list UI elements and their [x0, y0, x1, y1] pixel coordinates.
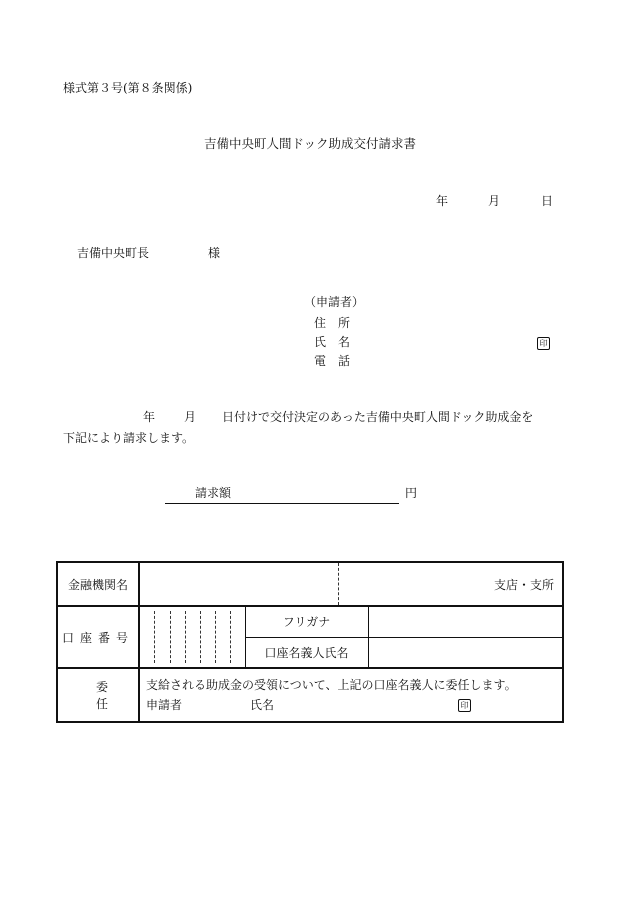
- bank-account-table: [56, 561, 564, 723]
- institution-divider: [338, 563, 339, 605]
- applicant-address-label: 住 所: [314, 316, 351, 330]
- digit-divider: [185, 611, 186, 663]
- date-day: 日: [541, 194, 554, 208]
- digit-divider: [230, 611, 231, 663]
- body-year: 年: [143, 410, 156, 424]
- branch-suffix: 支店・支所: [494, 577, 555, 592]
- account-number-label-cell: [57, 606, 139, 668]
- addressee-honorific: 様: [208, 246, 221, 260]
- delegation-name-label: 氏名: [250, 698, 275, 712]
- delegation-text: 支給される助成金の受領について、上記の口座名義人に委任します。: [146, 678, 517, 692]
- seal-icon: 印: [458, 699, 471, 712]
- applicant-heading: （申請者）: [304, 295, 365, 309]
- account-number-label: 口座番号: [61, 630, 134, 645]
- delegation-seal: [458, 698, 471, 712]
- furigana-label-cell: [245, 606, 368, 637]
- institution-label-cell: [57, 562, 139, 606]
- applicant-seal: [537, 336, 550, 350]
- digit-divider: [154, 611, 155, 663]
- holder-label: 口座名義人氏名: [264, 645, 349, 660]
- body-line1: 日付けで交付決定のあった吉備中央町人間ドック助成金を: [222, 410, 534, 424]
- furigana-field[interactable]: [368, 606, 563, 637]
- amount-label: 請求額: [195, 486, 232, 500]
- institution-field[interactable]: [139, 562, 563, 606]
- amount-underline: [165, 503, 399, 504]
- amount-unit: 円: [405, 486, 418, 500]
- holder-label-cell: [245, 637, 368, 668]
- date-month: 月: [488, 194, 501, 208]
- digit-divider: [200, 611, 201, 663]
- furigana-label: フリガナ: [282, 615, 331, 630]
- addressee-name: 吉備中央町長: [77, 246, 150, 260]
- body-line2: 下記により請求します。: [63, 431, 195, 445]
- seal-icon: 印: [537, 337, 550, 350]
- account-number-field[interactable]: [139, 606, 245, 668]
- body-month: 月: [184, 410, 197, 424]
- date-year: 年: [436, 194, 449, 208]
- digit-divider: [215, 611, 216, 663]
- delegation-applicant-label: 申請者: [146, 698, 183, 712]
- delegation-label: 委任: [96, 680, 147, 711]
- delegation-field: [139, 668, 563, 722]
- delegation-label-cell: [57, 668, 147, 722]
- holder-field[interactable]: [368, 637, 563, 668]
- applicant-name-label: 氏 名: [314, 335, 351, 349]
- form-number: 様式第３号(第８条関係): [63, 81, 193, 95]
- digit-divider: [170, 611, 171, 663]
- applicant-phone-label: 電 話: [314, 354, 351, 368]
- institution-label: 金融機関名: [67, 577, 128, 592]
- document-title: 吉備中央町人間ドック助成交付請求書: [204, 136, 417, 151]
